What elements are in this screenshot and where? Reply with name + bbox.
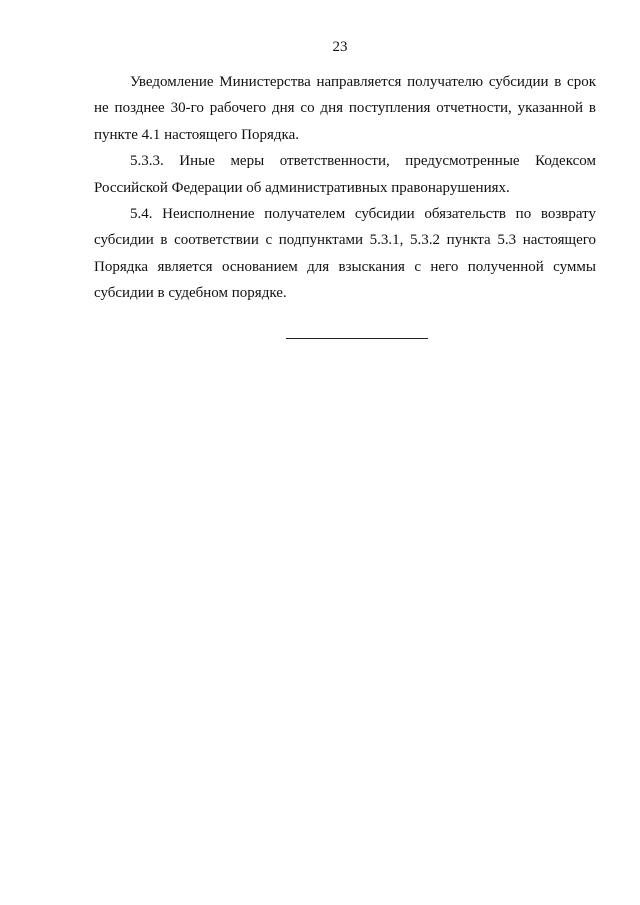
paragraph-5-4: 5.4. Неисполнение получателем субсидии обязательств по возврату субсидии в соответствии с подпунктами 5.3.1, 5.3.2 пункта 5.3 настоящего Порядка является основанием для взыскания с него полученной суммы субсидии в судебном порядке. <box>94 206 596 302</box>
paragraph-notification: Уведомление Министерства направляется получателю субсидии в срок не позднее 30-го рабочего дня со дня поступления отчетности, указанной в пункте 4.1 настоящего Порядка. <box>94 74 596 143</box>
end-separator-line <box>286 338 428 339</box>
page-number: 23 <box>332 39 348 55</box>
document-body <box>94 69 596 307</box>
paragraph-5-3-3: 5.3.3. Иные меры ответственности, предусмотренные Кодексом Российской Федерации об административных правонарушениях. <box>94 153 596 196</box>
